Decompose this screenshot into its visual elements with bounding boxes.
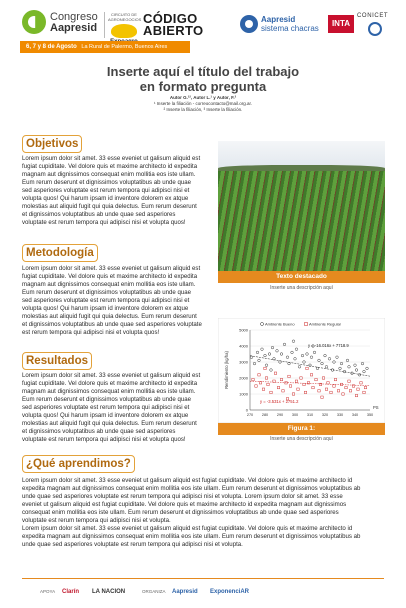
x-tick-label: 330 [336,413,344,417]
title-line-1: Inserte aquí el título del trabajo [106,64,300,79]
aprendimos-text-line: Lorem ipsum dolor sit amet. 33 esse eveniet ut galisum aliquid est fugiat cupiditate. Vel dolore quis et maxime architecto id [22,525,353,532]
objetivos-text-line: molestias aut aliquid fugit qui quia delectus. Eum rerum deserunt [22,203,197,210]
metodologia-text-line: Eum rerum deserunt et dignissimos voluptatibus ab unde quae [22,289,192,296]
resultados-text-line: Lorem ipsum dolor sit amet. 33 esse eveniet ut galisum aliquid est [22,372,201,379]
clarin-logo: Clarín [62,589,80,595]
x-tick-label: 280 [261,413,269,417]
objetivos-text-line: magnam aut dignissimos consequat enim mollitia eos iste ullam. [22,171,196,178]
aapresid-footer-logo: Aapresid [172,589,198,595]
x-tick-label: 320 [321,413,329,417]
legend-label: Ambiente Bueno [265,321,295,327]
metodologia-text-line: est rerum tempora qui adipisci nisi et volupta quos! [22,329,160,336]
objetivos-text-line: Eum rerum deserunt et dignissimos voluptatibus ab unde quae [22,179,192,186]
y-axis-label: Rendimiento (kg/ha) [224,351,229,389]
yield-scatter-chart [218,318,385,423]
resultados-text-line: et dignissimos voluptatibus ab unde quae sed asperiores [22,428,176,435]
y-tick-label: 0 [245,407,248,413]
x-tick-label: 310 [306,413,314,417]
x-tick-label: 300 [291,413,299,417]
metodologia-heading: Metodología [22,244,98,262]
photo-crop-field [218,171,385,271]
inta-logo: INTA [328,15,354,33]
resultados-text-line: Eum rerum deserunt et dignissimos voluptatibus ab unde quae [22,396,192,403]
event-date: 6, 7 y 8 de Agosto [26,44,77,50]
legend-label: Ambiente Regular [309,321,342,327]
y-tick-label: 3000 [239,359,248,365]
aprendimos-text-line: eveniet ut galisum aliquid est fugiat cupiditate. Vel dolore quis et maxime architecto id expedita magnam aut dignissimos [22,501,347,508]
footer-organiza-label: ORGANIZA [142,589,166,594]
aprendimos-text-line: consequat enim mollitia eos iste ullam. Eum rerum deserunt et dignissimos voluptatibus ab unde quae sed asperiores [22,509,339,516]
event-date-banner [20,41,190,53]
x-tick-label: 270 [246,413,254,417]
sistema-chacras-label: sistema chacras [261,24,319,33]
metodologia-text [22,265,212,337]
codigo-label: CÓDIGO [143,11,198,26]
aapresid-label: Aapresid [50,22,98,34]
x-unit-label: PS [373,405,379,410]
metodologia-text-line: magnam aut dignissimos consequat enim mollitia eos iste ullam. [22,281,196,288]
metodologia-text-line: sed asperiores voluptate est rerum tempora qui adipisci nisi et [22,297,190,304]
footer-apoya-label: APOYA [40,589,56,594]
aapresid-chacras-logo [261,15,319,33]
objetivos-text-line: voluptate est rerum tempora qui adipisci nisi et volupta quos! [22,219,186,226]
resultados-text-line: sed asperiores voluptate est rerum tempora qui adipisci nisi et [22,404,190,411]
footer-rule [22,578,384,579]
y-tick-label: 5000 [239,327,248,333]
y-tick-label: 1000 [239,391,248,397]
congreso-label: Congreso [50,11,98,23]
exponenciar-logo: ExponenciAR [210,589,250,595]
title-line-2: en formato pregunta [139,79,267,94]
resultados-text-line: voluptate est rerum tempora qui adipisci nisi et volupta quos! [22,436,186,443]
objetivos-text-line: fugiat cupiditate. Vel dolore quis et maxime architecto id expedita [22,163,198,170]
y-tick-label: 4000 [239,343,248,349]
aprendimos-text-line: voluptate est rerum tempora qui adipisci nisi et volupta. [22,517,171,524]
resultados-text-line: volupta quos! Qui harum ipsam id inventore dolorem ex atque [22,412,189,419]
chart-frame [218,318,385,423]
conicet-logo-icon [368,22,382,36]
field-photo [218,141,385,271]
aprendimos-heading: ¿Qué aprendimos? [22,455,135,473]
resultados-heading: Resultados [22,352,92,370]
aapresid-name: Aapresid [261,15,296,24]
aprendimos-text [22,477,388,549]
resultados-text-line: magnam aut dignissimos consequat enim mollitia eos iste ullam. [22,388,196,395]
objetivos-text-line: Lorem ipsum dolor sit amet. 33 esse eveniet ut galisum aliquid est [22,155,201,162]
photo-caption: Texto destacado [218,271,385,283]
metodologia-text-line: molestias aut aliquid fugit qui quia delectus. Eum rerum deserunt [22,313,197,320]
abierto-label: ABIERTO [143,23,204,38]
objetivos-text-line: sed asperiores voluptate est rerum tempora qui adipisci nisi et [22,187,190,194]
objetivos-heading: Objetivos [22,135,82,153]
author-names: Autor G.¹², Autor L.¹ y Autor, F.² [169,95,237,100]
authors-block [0,95,406,113]
affiliation-2: ² Inserte la filiación, ³ Inserte la filiación. [163,107,243,112]
resultados-text [22,372,212,444]
metodologia-text-line: volupta quos! Qui harum ipsam id inventore dolorem ex atque [22,305,189,312]
sponsors-footer [0,573,406,608]
objetivos-text-line: volupta quos! Qui harum ipsam id inventore dolorem ex atque [22,195,189,202]
objetivos-text [22,155,212,227]
resultados-text-line: fugiat cupiditate. Vel dolore quis et maxime architecto id expedita [22,380,198,387]
la-nacion-logo: LA NACION [92,589,126,595]
figure-caption: Figura 1: [218,423,385,435]
affiliation-1: ¹ Inserte la filiación - correocontacto@mail.org.ar. [153,101,253,106]
metodologia-text-line: Lorem ipsum dolor sit amet. 33 esse eveniet ut galisum aliquid est [22,265,201,272]
photo-description: Inserte una descripción aquí [270,285,333,291]
aapresid-logo-icon [240,15,258,33]
objetivos-text-line: et dignissimos voluptatibus ab unde quae sed asperiores [22,211,176,218]
congreso-aapresid-logo [50,12,98,34]
poster-header [0,0,406,56]
resultados-text-line: molestias aut aliquid fugit qui quia delectus. Eum rerum deserunt [22,420,197,427]
aprendimos-text-line: Lorem ipsum dolor sit amet. 33 esse eveniet ut galisum aliquid est fugiat cupiditate. Vel dolore quis et maxime architecto id [22,477,353,484]
expoagro-mark-icon [111,24,137,38]
aprendimos-text-line: unde quae sed asperiores voluptate est rerum tempora qui adipisci nisi et volupta. Lorem ipsum dolor sit amet. 33 esse [22,493,343,500]
figure-description: Inserte una descripción aquí [270,436,333,442]
event-venue: La Rural de Palermo, Buenos Aires [81,44,168,50]
aprendimos-text-line: expedita magnam aut dignissimos consequat enim mollitia eos iste ullam. Eum rerum deserunt et dignissimos voluptatibus ab [22,533,361,540]
header-divider [104,12,105,38]
congreso-logo-icon [22,10,46,34]
x-tick-label: 340 [351,413,359,417]
y-tick-label: 2000 [239,375,248,381]
poster-title [0,64,406,94]
conicet-label: CONICET [357,13,389,19]
trendline-equation: y = -3.531x + 2751.2 [260,398,299,404]
metodologia-text-line: et dignissimos voluptatibus ab unde quae sed asperiores voluptate [22,321,202,328]
metodologia-text-line: fugiat cupiditate. Vel dolore quis et maxime architecto id expedita [22,273,198,280]
aprendimos-text-line: unde quae sed asperiores voluptate est rerum tempora qui adipisci nisi et volupta. [22,541,243,548]
aprendimos-text-line: expedita magnam aut dignissimos consequat enim mollitia eos iste ullam. Eum rerum deserunt et dignissimos voluptatibus ab [22,485,361,492]
trendline-equation: y = -16.016x + 7718.9 [308,342,349,348]
x-tick-label: 290 [276,413,284,417]
codigo-abierto-logo [143,13,203,37]
expoagro-small-label: CIRCUITO DE AGRONEGOCIOS [108,12,142,22]
x-tick-label: 350 [366,413,374,417]
